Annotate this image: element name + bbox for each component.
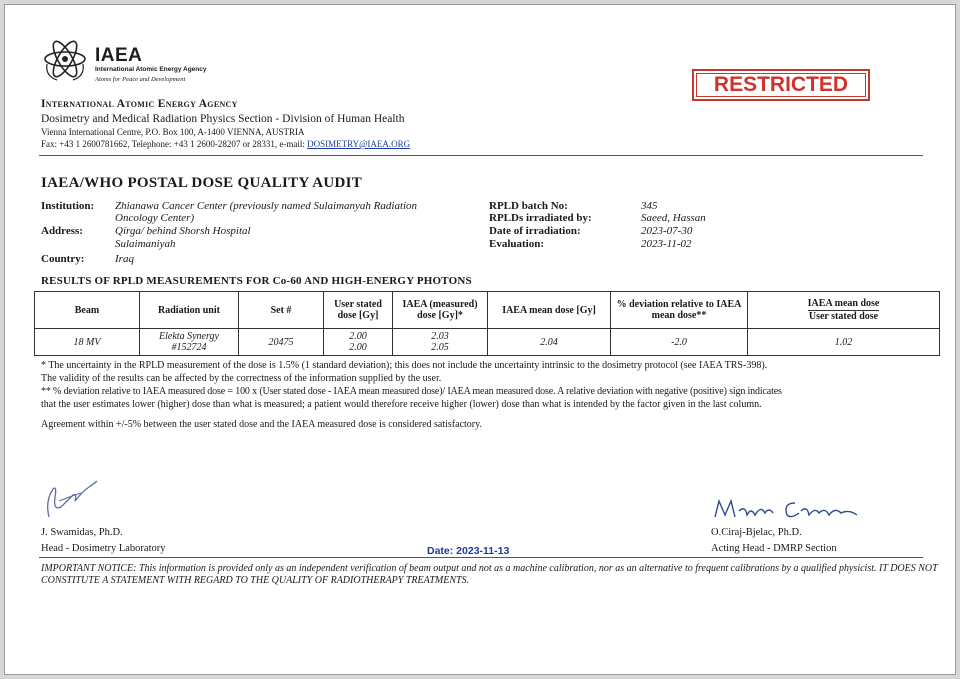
table-row <box>35 329 940 356</box>
logo-tagline: Atoms for Peace and Development <box>95 76 186 83</box>
results-table <box>34 291 940 356</box>
left-signer-role: Head - Dosimetry Laboratory <box>41 543 166 554</box>
logo-wordmark: IAEA <box>95 45 143 66</box>
ratio-numerator-label: IAEA mean dose <box>807 298 880 309</box>
address-label: Address: <box>41 225 83 237</box>
cell-iaea-2: 2.05 <box>431 342 449 353</box>
results-heading: RESULTS OF RPLD MEASUREMENTS FOR Co-60 AND HIGH-ENERGY PHOTONS <box>41 275 472 287</box>
contact-line <box>41 139 410 149</box>
audit-title: IAEA/WHO POSTAL DOSE QUALITY AUDIT <box>41 175 363 191</box>
col-deviation: % deviation relative to IAEA mean dose** <box>611 292 748 329</box>
irradiated-by-label: RPLDs irradiated by: <box>489 212 592 224</box>
table-header-row <box>35 292 940 329</box>
cell-ratio: 1.02 <box>748 329 940 356</box>
date-irradiation-value: 2023-07-30 <box>641 225 693 237</box>
left-signer-name: J. Swamidas, Ph.D. <box>41 527 123 538</box>
left-signature-icon <box>39 477 103 521</box>
footnote-deviation-cont: that the user estimates lower (higher) dose than what is measured; a patient would therefore receive higher (lower) dose than what is intended by the factor given in the last column. <box>41 399 762 410</box>
org-address: Vienna International Centre, P.O. Box 100, A-1400 VIENNA, AUSTRIA <box>41 127 305 137</box>
cell-user-dose <box>324 329 393 356</box>
fax-phone-text: Fax: +43 1 2600781662, Telephone: +43 1 2600-28207 or 28331, e-mail: <box>41 139 308 149</box>
cell-unit <box>140 329 239 356</box>
col-unit: Radiation unit <box>140 292 239 329</box>
col-iaea-measured: IAEA (measured) dose [Gy]* <box>393 292 488 329</box>
footer-divider <box>39 557 923 558</box>
cell-beam: 18 MV <box>35 329 140 356</box>
evaluation-value: 2023-11-02 <box>641 238 692 250</box>
header-divider <box>39 155 923 156</box>
country-value: Iraq <box>115 253 134 265</box>
cell-deviation: -2.0 <box>611 329 748 356</box>
cell-user-dose-1: 2.00 <box>349 331 367 342</box>
footnote-deviation: ** % deviation relative to IAEA measured dose = 100 x (User stated dose - IAEA mean measured dose)/ IAEA mean measured dose. A relative deviation with negative (positive) sign indicates <box>41 386 782 397</box>
right-signer-name: O.Ciraj-Bjelac, Ph.D. <box>711 527 802 538</box>
date-irradiation-label: Date of irradiation: <box>489 225 581 237</box>
col-ratio <box>748 292 940 329</box>
footnote-uncertainty: * The uncertainty in the RPLD measurement of the dose is 1.5% (1 standard deviation); this does not include the uncertainty intrinsic to the dosimetry protocol (see IAEA TRS-398). <box>41 360 768 371</box>
address-value-2: Sulaimaniyah <box>115 238 176 250</box>
country-label: Country: <box>41 253 85 265</box>
col-set: Set # <box>239 292 324 329</box>
batch-label: RPLD batch No: <box>489 200 568 212</box>
restricted-stamp: RESTRICTED <box>692 69 870 101</box>
cell-unit-name: Elekta Synergy <box>159 331 219 342</box>
cell-iaea-1: 2.03 <box>431 331 449 342</box>
org-name: International Atomic Energy Agency <box>41 98 238 110</box>
important-notice: IMPORTANT NOTICE: This information is provided only as an independent verification of beam output and not as a machine calibration, nor as an alternative to frequent calibrations by a qualified physicist. IT DOES NOT CONSTITUTE A STATEMENT WITH REGARD TO THE QUALITY OF RADIOTHERAPY TREATMENTS. <box>41 563 938 586</box>
col-beam: Beam <box>35 292 140 329</box>
email-link[interactable]: DOSIMETRY@IAEA.ORG <box>307 139 411 149</box>
ratio-denominator-label: User stated dose <box>808 311 879 322</box>
cell-user-dose-2: 2.00 <box>349 342 367 353</box>
cell-unit-serial: #152724 <box>171 342 207 353</box>
irradiated-by-value: Saeed, Hassan <box>641 212 706 224</box>
col-iaea-mean: IAEA mean dose [Gy] <box>488 292 611 329</box>
signature-date: Date: 2023-11-13 <box>427 545 510 557</box>
institution-value-1: Zhianawa Cancer Center (previously named Sulaimanyah Radiation <box>115 200 418 212</box>
right-signer-role: Acting Head - DMRP Section <box>711 543 837 554</box>
address-value-1: Qirga/ behind Shorsh Hospital <box>115 225 251 237</box>
logo-subtitle: International Atomic Energy Agency <box>95 66 207 73</box>
right-signature-icon <box>711 495 863 525</box>
evaluation-label: Evaluation: <box>489 238 545 250</box>
cell-iaea-measured <box>393 329 488 356</box>
cell-mean: 2.04 <box>488 329 611 356</box>
agreement-statement: Agreement within +/-5% between the user stated dose and the IAEA measured dose is considered satisfactory. <box>41 419 482 430</box>
document-page <box>4 4 956 675</box>
section-name: Dosimetry and Medical Radiation Physics Section - Division of Human Health <box>41 113 405 125</box>
institution-label: Institution: <box>41 200 95 212</box>
col-user-dose: User stated dose [Gy] <box>324 292 393 329</box>
footnote-validity: The validity of the results can be affected by the correctness of the information supplied by the user. <box>41 373 442 384</box>
batch-value: 345 <box>641 200 658 212</box>
institution-value-2: Oncology Center) <box>115 212 195 224</box>
cell-set: 20475 <box>239 329 324 356</box>
iaea-logo-icon <box>41 36 93 82</box>
